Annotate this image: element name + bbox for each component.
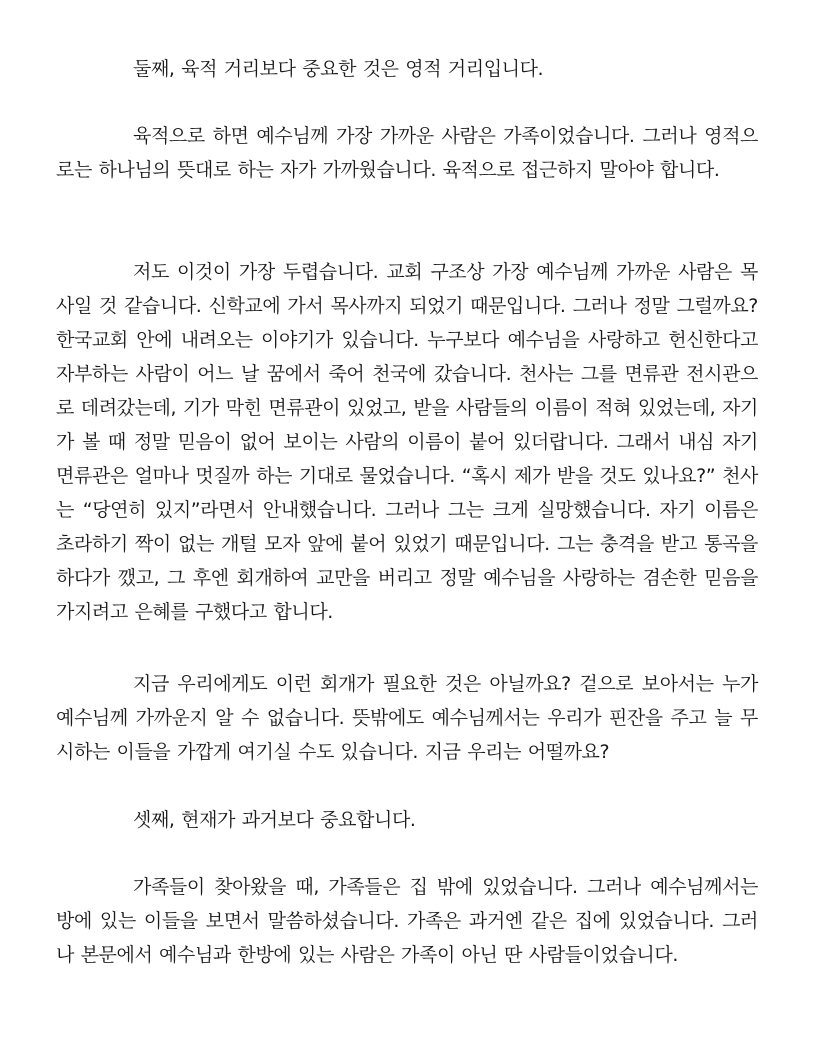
paragraph-present-over-past: 가족들이 찾아왔을 때, 가족들은 집 밖에 있었습니다. 그러나 예수님께서는 방에 있는 이들을 보면서 말씀하셨습니다. 가족은 과거엔 같은 집에 있었습니다. 그러나 본문에서 예수님과 한방에 있는 사람은 가족이 아닌 딴 사람들이었습니다. [56,876,758,966]
section-heading-third-point: 셋째, 현재가 과거보다 중요합니다. [133,809,416,831]
paragraph-repentance: 지금 우리에게도 이런 회개가 필요한 것은 아닐까요? 겉으로 보아서는 누가 예수님께 가까운지 알 수 없습니다. 뜻밖에도 예수님께서는 우리가 핀잔을 주고 늘 무시하는 이들을 가깝게 여기실 수도 있습니다. 지금 우리는 어떨까요? [56,673,758,763]
paragraph-crown-story: 저도 이것이 가장 두렵습니다. 교회 구조상 가장 예수님께 가까운 사람은 목사일 것 같습니다. 신학교에 가서 목사까지 되었기 때문입니다. 그러나 정말 그럴까요? 한국교회 안에 내려오는 이야기가 있습니다. 누구보다 예수님을 사랑하고 헌신한다고 자부하는 사람이 어느 날 꿈에서 죽어 천국에 갔습니다. 천사는 그를 면류관 전시관으로 데려갔는데, 기가 막힌 면류관이 있었고, 받을 사람들의 이름이 적혀 있었는데, 자기가 볼 때 정말 믿음이 없어 보이는 사람의 이름이 붙어 있더랍니다. 그래서 내심 자기 면류관은 얼마나 멋질까 하는 기대로 물었습니다. “혹시 제가 받을 것도 있나요?” 천사는 “당연히 있지”라면서 안내했습니다. 그러나 그는 크게 실망했습니다. 자기 이름은 초라하기 짝이 없는 개털 모자 앞에 붙어 있었기 때문입니다. 그는 충격을 받고 통곡을 하다가 깼고, 그 후엔 회개하여 교만을 버리고 정말 예수님을 사랑하는 겸손한 믿음을 가지려고 은혜를 구했다고 합니다. [56,261,758,623]
paragraph-spiritual-closeness: 육적으로 하면 예수님께 가장 가까운 사람은 가족이었습니다. 그러나 영적으로는 하나님의 뜻대로 하는 자가 가까웠습니다. 육적으로 접근하지 말아야 합니다. [56,125,758,181]
section-heading-second-point: 둘째, 육적 거리보다 중요한 것은 영적 거리입니다. [133,58,544,80]
